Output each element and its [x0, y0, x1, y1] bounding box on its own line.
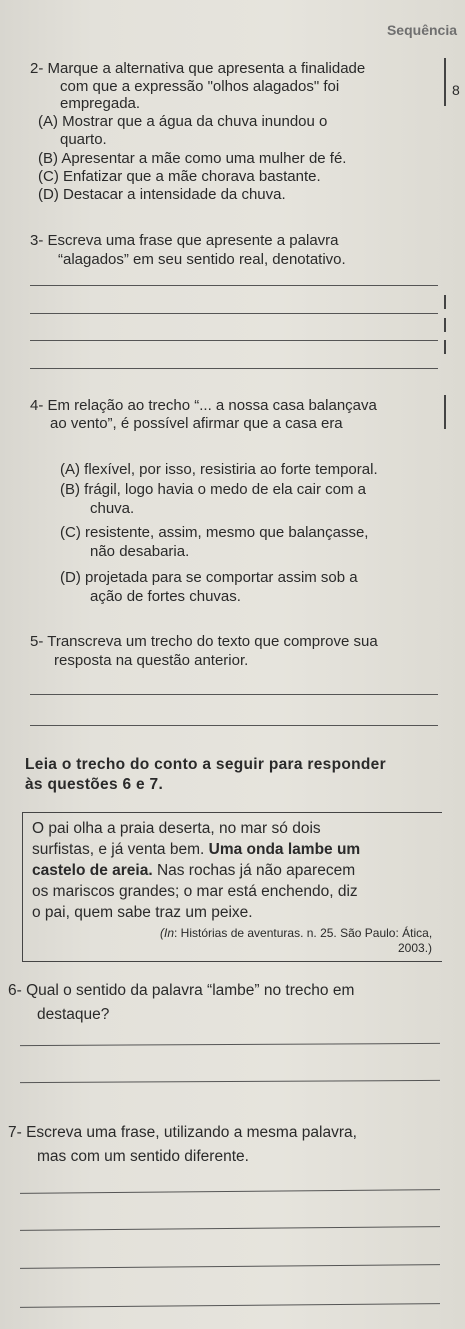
q4-stem-line: 4- Em relação ao trecho “... a nossa casa balançava — [30, 397, 377, 414]
source-text: : Histórias de aventuras. n. 25. São Paulo: Ática, — [174, 926, 433, 940]
answer-line[interactable] — [20, 1226, 440, 1231]
answer-line[interactable] — [20, 1303, 440, 1308]
q4-option-b-cont: chuva. — [90, 500, 135, 517]
excerpt-text: Nas rochas já não aparecem — [156, 862, 356, 879]
source-in: In — [164, 926, 175, 940]
excerpt-line: O pai olha a praia deserta, no mar só dois — [32, 820, 321, 837]
answer-line[interactable] — [30, 694, 438, 695]
q4-option-d: (D) projetada para se comportar assim sob a — [60, 569, 358, 586]
q7-stem-line: 7- Escreva uma frase, utilizando a mesma palavra, — [8, 1124, 357, 1141]
answer-line[interactable] — [20, 1043, 440, 1046]
q4-stem-line: ao vento”, é possível afirmar que a casa era — [50, 415, 343, 432]
excerpt-highlight: Uma onda lambe um — [208, 841, 361, 858]
q2-stem-line: com que a expressão "olhos alagados" foi — [60, 78, 340, 95]
right-border — [444, 318, 446, 332]
q4-option-b: (B) frágil, logo havia o medo de ela cair com a — [60, 481, 366, 498]
answer-line[interactable] — [30, 340, 438, 341]
answer-line[interactable] — [30, 725, 438, 726]
q2-option-c: (C) Enfatizar que a mãe chorava bastante. — [38, 168, 321, 185]
excerpt-text: surfistas, e já venta bem. — [32, 841, 205, 858]
answer-line[interactable] — [20, 1264, 440, 1269]
source-paren: ( — [160, 926, 164, 940]
q2-stem-line: 2- Marque a alternativa que apresenta a finalidade — [30, 60, 366, 77]
q5-stem-line: resposta na questão anterior. — [54, 652, 249, 669]
excerpt-line: o pai, quem sabe traz um peixe. — [32, 904, 253, 921]
reading-intro: Leia o trecho do conto a seguir para responder — [25, 756, 386, 773]
q3-stem-line: “alagados” em seu sentido real, denotativo. — [58, 251, 346, 268]
right-border — [444, 58, 446, 106]
q5-stem-line: 5- Transcreva um trecho do texto que comprove sua — [30, 633, 378, 650]
right-border — [444, 340, 446, 354]
q2-option-a: (A) Mostrar que a água da chuva inundou o — [38, 113, 328, 130]
answer-line[interactable] — [30, 368, 438, 369]
q4-option-d-cont: ação de fortes chuvas. — [90, 588, 241, 605]
answer-line[interactable] — [30, 313, 438, 314]
q2-option-a-cont: quarto. — [60, 131, 107, 148]
right-border — [444, 295, 446, 309]
q4-option-a: (A) flexível, por isso, resistiria ao forte temporal. — [60, 461, 378, 478]
excerpt-line: os mariscos grandes; o mar está enchendo, diz — [32, 883, 358, 900]
section-header: Sequência — [386, 22, 457, 38]
right-border — [444, 395, 446, 429]
q3-stem-line: 3- Escreva uma frase que apresente a palavra — [30, 232, 339, 249]
q4-option-c: (C) resistente, assim, mesmo que balançasse, — [60, 524, 369, 541]
q7-stem-line: mas com um sentido diferente. — [37, 1148, 249, 1165]
q6-stem-line: 6- Qual o sentido da palavra “lambe” no trecho em — [8, 982, 355, 999]
excerpt-line — [32, 839, 438, 860]
q6-stem-line: destaque? — [37, 1006, 110, 1023]
excerpt-line — [32, 860, 438, 881]
excerpt-highlight: castelo de areia. — [32, 862, 153, 879]
answer-line[interactable] — [30, 285, 438, 286]
answer-line[interactable] — [20, 1080, 440, 1083]
side-page-number: 8 — [452, 82, 460, 98]
q2-stem-line: empregada. — [60, 95, 141, 112]
excerpt-source-year: 2003.) — [398, 941, 433, 955]
excerpt-source — [160, 926, 432, 940]
reading-intro: às questões 6 e 7. — [25, 776, 164, 793]
q2-option-b: (B) Apresentar a mãe como uma mulher de fé. — [38, 150, 347, 167]
answer-line[interactable] — [20, 1189, 440, 1194]
q4-option-c-cont: não desabaria. — [90, 543, 190, 560]
q2-option-d: (D) Destacar a intensidade da chuva. — [38, 186, 286, 203]
